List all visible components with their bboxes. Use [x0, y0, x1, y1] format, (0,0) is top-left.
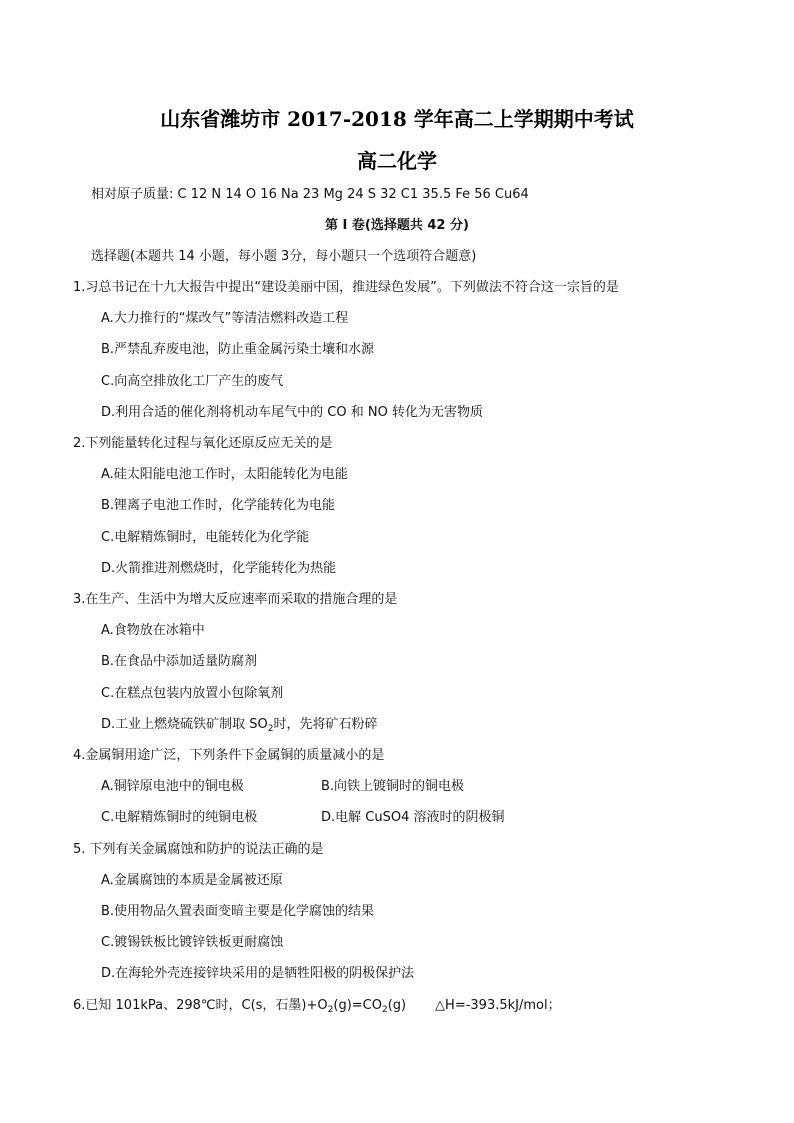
question-1-option-c: C.向高空排放化工厂产生的废气: [101, 374, 284, 389]
question-2-option-c: C.电解精炼铜时，电能转化为化学能: [101, 530, 310, 545]
question-2-option-d: D.火箭推进剂燃烧时，化学能转化为热能: [101, 561, 337, 576]
question-3-option-c: C.在糕点包装内放置小包除氧剂: [101, 686, 284, 701]
question-5-option-d: D.在海轮外壳连接锌块采用的是牺牲阳极的阴极保护法: [101, 966, 415, 981]
question-2-stem: 2.下列能量转化过程与氧化还原反应无关的是: [73, 436, 333, 451]
question-3-option-d: [101, 716, 378, 734]
question-6-part-1: 6.已知 101kPa、298℃时，C(s，石墨)+O: [73, 998, 328, 1013]
question-3-option-b: B.在食品中添加适量防腐剂: [101, 654, 258, 669]
exam-title: 山东省潍坊市 2017-2018 学年高二上学期期中考试: [160, 107, 634, 131]
question-4-stem: 4.金属铜用途广泛，下列条件下金属铜的质量减小的是: [73, 748, 385, 763]
question-3-stem: 3.在生产、生活中为增大反应速率而采取的措施合理的是: [73, 592, 398, 607]
question-5-option-c: C.镀锡铁板比镀锌铁板更耐腐蚀: [101, 935, 284, 950]
section-instruction: 选择题(本题共 14 小题，每小题 3分，每小题只一个选项符合题意): [91, 249, 477, 264]
question-4-option-d: D.电解 CuSO4 溶液时的阴极铜: [321, 810, 505, 825]
question-5-option-a: A.金属腐蚀的本质是金属被还原: [101, 873, 283, 888]
question-6-stem: [73, 997, 561, 1015]
question-5-stem: 5. 下列有关金属腐蚀和防护的说法正确的是: [73, 842, 324, 857]
question-5-option-b: B.使用物品久置表面变暗主要是化学腐蚀的结果: [101, 904, 375, 919]
question-3-option-d-part-1: D.工业上燃烧硫铁矿制取 SO: [101, 717, 268, 732]
question-1-stem: 1.习总书记在十九大报告中提出“建设美丽中国，推进绿色发展”。下列做法不符合这一宗旨的是: [73, 280, 619, 295]
question-3-option-a: A.食物放在冰箱中: [101, 623, 205, 638]
question-4-option-b: B.向铁上镀铜时的铜电极: [321, 779, 465, 794]
question-4-option-c: C.电解精炼铜时的纯铜电极: [101, 810, 258, 825]
section-heading: 第 I 卷(选择题共 42 分): [325, 218, 469, 233]
question-1-option-a: A.大力推行的“煤改气”等清洁燃料改造工程: [101, 311, 349, 326]
question-4-option-a: A.铜锌原电池中的铜电极: [101, 779, 244, 794]
question-1-option-d: D.利用合适的催化剂将机动车尾气中的 CO 和 NO 转化为无害物质: [101, 405, 483, 420]
subscript-2: 2: [267, 724, 274, 734]
atomic-masses: 相对原子质量: C 12 N 14 O 16 Na 23 Mg 24 S 32 C1 35.5 Fe 56 Cu64: [91, 187, 529, 202]
question-2-option-b: B.锂离子电池工作时，化学能转化为电能: [101, 498, 336, 513]
question-6-part-3: (g) △H=-393.5kJ/mol；: [387, 998, 561, 1013]
subscript-2: 2: [381, 1005, 388, 1015]
question-3-option-d-part-2: 时，先将矿石粉碎: [273, 717, 378, 732]
exam-subtitle: 高二化学: [357, 149, 437, 173]
question-1-option-b: B.严禁乱弃废电池，防止重金属污染土壤和水源: [101, 342, 375, 357]
question-2-option-a: A.硅太阳能电池工作时，太阳能转化为电能: [101, 467, 348, 482]
question-6-part-2: (g)=CO: [333, 998, 382, 1013]
subscript-2: 2: [327, 1005, 334, 1015]
